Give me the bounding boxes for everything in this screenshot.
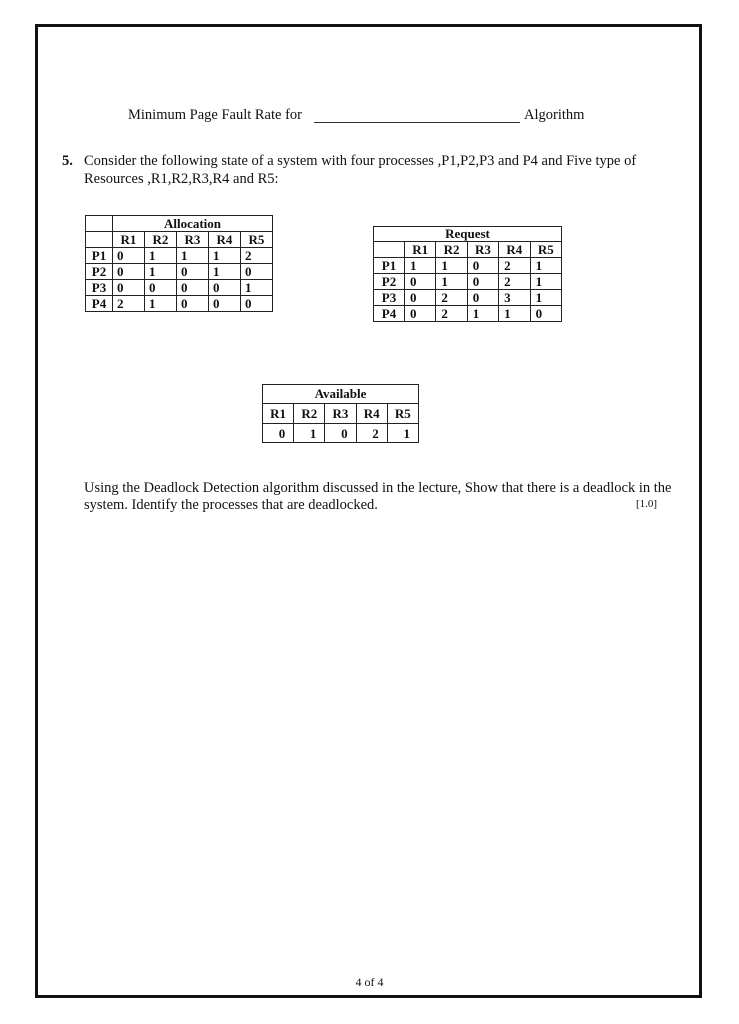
- cell: 1: [177, 248, 209, 264]
- table-row: [86, 280, 273, 296]
- available-table: [262, 384, 419, 443]
- cell: 3: [499, 290, 530, 306]
- col-header: R3: [467, 242, 498, 258]
- cell: 0: [177, 264, 209, 280]
- table-row: [86, 248, 273, 264]
- col-header: R1: [113, 232, 145, 248]
- table-row: [86, 296, 273, 312]
- cell: 1: [530, 258, 561, 274]
- cell: 0: [177, 296, 209, 312]
- process-label: P4: [86, 296, 113, 312]
- cell: 0: [325, 424, 356, 443]
- cell: 1: [530, 290, 561, 306]
- page-fault-line: [128, 106, 598, 128]
- cell: 0: [263, 424, 294, 443]
- cell: 1: [294, 424, 325, 443]
- process-label: P2: [86, 264, 113, 280]
- cell: 2: [499, 274, 530, 290]
- cell: 1: [405, 258, 436, 274]
- cell: 0: [530, 306, 561, 322]
- cell: 0: [113, 248, 145, 264]
- cell: 2: [356, 424, 387, 443]
- cell: 1: [209, 264, 241, 280]
- col-header: R4: [499, 242, 530, 258]
- col-header: R1: [405, 242, 436, 258]
- cell: 0: [145, 280, 177, 296]
- col-header: R2: [436, 242, 467, 258]
- answer-blank: [314, 122, 520, 123]
- available-title: Available: [263, 385, 419, 404]
- process-label: P1: [374, 258, 405, 274]
- table-row: [374, 274, 562, 290]
- col-header: R3: [177, 232, 209, 248]
- cell: 1: [145, 264, 177, 280]
- cell: 1: [145, 248, 177, 264]
- cell: 0: [241, 264, 273, 280]
- process-label: P3: [374, 290, 405, 306]
- cell: 1: [467, 306, 498, 322]
- col-header: R5: [241, 232, 273, 248]
- question-text: Consider the following state of a system with four processes ,P1,P2,P3 and P4 and Five type of Resources ,R1,R2,R3,R4 and R5:: [84, 153, 637, 187]
- col-header: R2: [145, 232, 177, 248]
- algorithm-label: Algorithm: [524, 107, 585, 123]
- cell: 2: [241, 248, 273, 264]
- cell: 0: [113, 280, 145, 296]
- request-table: [373, 226, 562, 322]
- cell: 1: [436, 274, 467, 290]
- cell: 1: [209, 248, 241, 264]
- cell: 0: [467, 290, 498, 306]
- cell: 2: [436, 290, 467, 306]
- cell: 1: [241, 280, 273, 296]
- table-row: [263, 424, 419, 443]
- marks-label: [1.0]: [636, 498, 658, 510]
- cell: 0: [209, 280, 241, 296]
- cell: 0: [405, 274, 436, 290]
- cell: 0: [405, 290, 436, 306]
- cell: 2: [499, 258, 530, 274]
- process-label: P2: [374, 274, 405, 290]
- process-label: P1: [86, 248, 113, 264]
- allocation-title: Allocation: [113, 216, 273, 232]
- table-row: [86, 264, 273, 280]
- page-number: 4 of 4: [355, 975, 384, 989]
- col-header: R4: [356, 404, 387, 424]
- cell: 0: [113, 264, 145, 280]
- cell: 0: [177, 280, 209, 296]
- table-row: [374, 258, 562, 274]
- cell: 0: [467, 274, 498, 290]
- table-row: [374, 306, 562, 322]
- process-label: P4: [374, 306, 405, 322]
- allocation-table: [85, 215, 273, 312]
- col-header: R3: [325, 404, 356, 424]
- col-header: R4: [209, 232, 241, 248]
- cell: 0: [209, 296, 241, 312]
- question-number: 5.: [62, 153, 73, 169]
- col-header: R2: [294, 404, 325, 424]
- cell: 1: [436, 258, 467, 274]
- col-header: R5: [530, 242, 561, 258]
- fault-rate-label: Minimum Page Fault Rate for: [128, 107, 302, 123]
- cell: 2: [436, 306, 467, 322]
- cell: 1: [499, 306, 530, 322]
- col-header: R1: [263, 404, 294, 424]
- cell: 1: [387, 424, 418, 443]
- cell: 2: [113, 296, 145, 312]
- cell: 1: [530, 274, 561, 290]
- cell: 1: [145, 296, 177, 312]
- cell: 0: [467, 258, 498, 274]
- cell: 0: [405, 306, 436, 322]
- cell: 0: [241, 296, 273, 312]
- process-label: P3: [86, 280, 113, 296]
- request-title: Request: [374, 227, 562, 242]
- instruction-text: Using the Deadlock Detection algorithm discussed in the lecture, Show that there is a deadlock in the system. Identify the processes that are deadlocked.: [84, 480, 672, 513]
- col-header: R5: [387, 404, 418, 424]
- table-row: [374, 290, 562, 306]
